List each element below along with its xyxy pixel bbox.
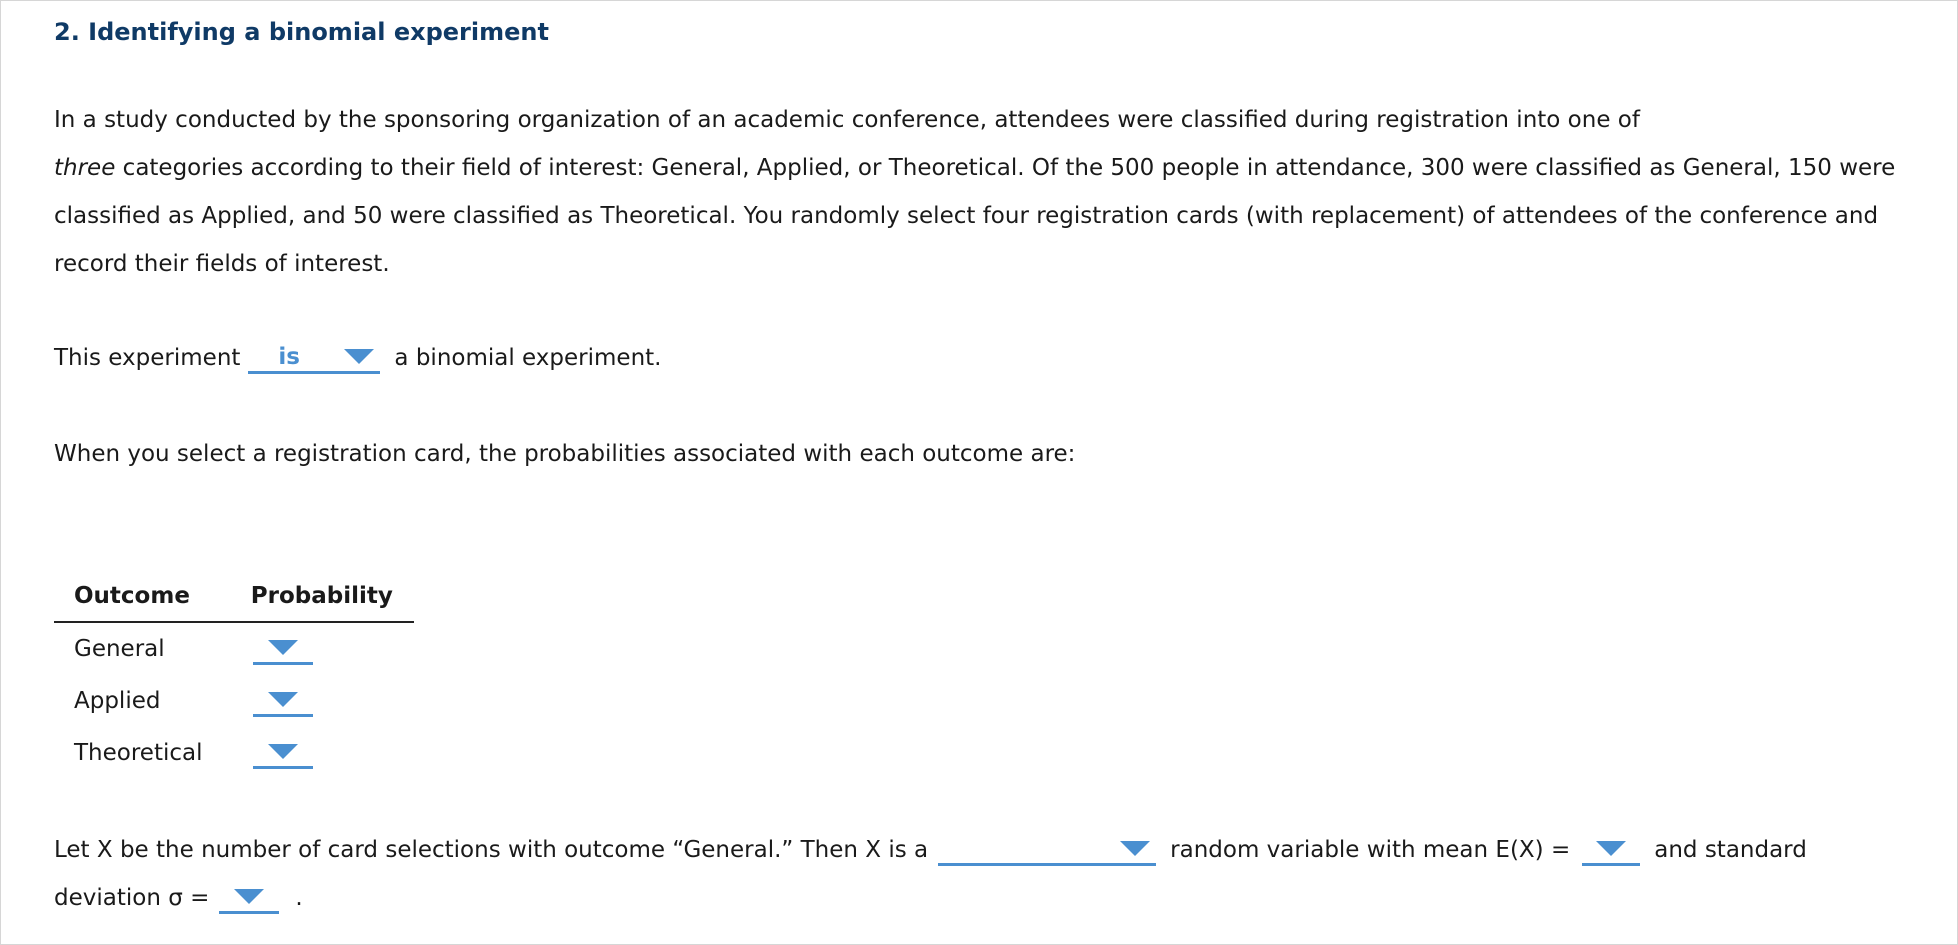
probability-cell xyxy=(221,622,414,675)
table-row xyxy=(54,675,414,727)
probabilities-intro: When you select a registration card, the probabilities associated with each outcome are: xyxy=(54,441,1076,467)
caret-down-icon xyxy=(344,349,374,364)
rv-text-part3: and standard xyxy=(1654,837,1807,863)
rv-text-part4: deviation σ = xyxy=(54,885,210,911)
experiment-prefix: This experiment xyxy=(54,345,241,371)
binomial-is-dropdown[interactable] xyxy=(248,342,380,374)
caret-down-icon xyxy=(268,692,298,707)
probability-cell xyxy=(221,727,414,779)
caret-down-icon xyxy=(234,889,264,904)
probability-applied-dropdown[interactable] xyxy=(253,685,313,717)
probability-theoretical-dropdown[interactable] xyxy=(253,737,313,769)
problem-text-part1: In a study conducted by the sponsoring organization of an academic conference, attendees were classified during registration into one of xyxy=(54,107,1640,133)
experiment-statement xyxy=(54,338,661,378)
header-probability: Probability xyxy=(221,575,414,622)
rv-text-part1: Let X be the number of card selections with outcome “General.” Then X is a xyxy=(54,837,929,863)
probability-cell xyxy=(221,675,414,727)
distribution-type-dropdown[interactable] xyxy=(938,834,1156,866)
rv-text-part2: random variable with mean E(X) = xyxy=(1170,837,1571,863)
header-outcome: Outcome xyxy=(54,575,221,622)
caret-down-icon xyxy=(1120,841,1150,856)
caret-down-icon xyxy=(1596,841,1626,856)
outcome-theoretical: Theoretical xyxy=(74,740,203,766)
probability-general-dropdown[interactable] xyxy=(253,633,313,665)
outcome-applied: Applied xyxy=(74,688,161,714)
binomial-is-dropdown-value: is xyxy=(278,343,300,370)
standard-deviation-dropdown[interactable] xyxy=(219,882,279,914)
problem-statement xyxy=(54,96,1924,288)
period: . xyxy=(295,885,303,911)
mean-dropdown[interactable] xyxy=(1582,834,1640,866)
outcome-general: General xyxy=(74,636,165,662)
random-variable-statement xyxy=(54,830,1807,870)
standard-deviation-statement xyxy=(54,878,303,918)
probability-table xyxy=(54,575,414,779)
table-row xyxy=(54,622,414,675)
caret-down-icon xyxy=(268,640,298,655)
table-row xyxy=(54,727,414,779)
problem-emphasis: three xyxy=(54,155,116,181)
caret-down-icon xyxy=(268,744,298,759)
problem-text-part2: categories according to their field of interest: General, Applied, or Theoretical. Of the 500 people in attendance, 300 were classified as General, 150 were classified as Applied, and 50 were classified as Theoretical. You randomly select four registration cards (with replacement) of attendees of the conference and record their fields of interest. xyxy=(54,155,1896,277)
experiment-suffix: a binomial experiment. xyxy=(394,345,662,371)
table-header-row xyxy=(54,575,414,622)
question-title: 2. Identifying a binomial experiment xyxy=(54,18,549,46)
